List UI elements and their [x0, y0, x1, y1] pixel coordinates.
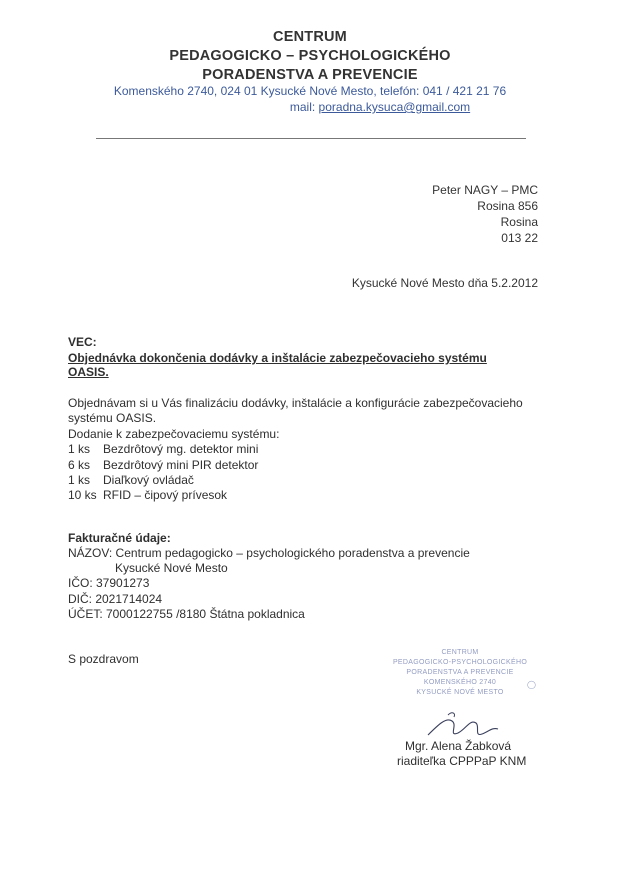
body-line-1: Objednávam si u Vás finalizáciu dodávky, inštalácie a konfigurácie zabezpečovacieho: [68, 396, 523, 410]
stamp-line-5: KYSUCKÉ NOVÉ MESTO: [416, 689, 504, 696]
stamp-line-4: KOMENSKÉHO 2740: [423, 679, 497, 686]
item-qty: 1 ks: [68, 473, 91, 487]
billing-heading: Fakturačné údaje:: [68, 531, 171, 545]
letterhead-line-1: CENTRUM: [273, 29, 347, 45]
subject-line-1: Objednávka dokončenia dodávky a inštalácie zabezpečovacieho systému: [68, 351, 487, 365]
item-qty: 1 ks: [68, 442, 91, 456]
billing-name-line-1: NÁZOV: Centrum pedagogicko – psychologického poradenstva a prevencie: [68, 546, 470, 560]
letterhead-address: Komenského 2740, 024 01 Kysucké Nové Mesto, telefón: 041 / 421 21 76: [113, 84, 507, 98]
list-item: [68, 458, 258, 472]
subject-label: VEC:: [68, 335, 97, 349]
letterhead-line-3: PORADENSTVA A PREVENCIE: [202, 67, 418, 83]
signer-role: riaditeľka CPPPaP KNM: [397, 754, 527, 768]
recipient-street: Rosina 856: [477, 199, 538, 213]
official-stamp: [380, 648, 540, 698]
item-desc: Bezdrôtový mini PIR detektor: [103, 458, 259, 472]
item-desc: Diaľkový ovládač: [103, 473, 194, 487]
item-desc: Bezdrôtový mg. detektor mini: [103, 442, 259, 456]
billing-name-line-2: Kysucké Nové Mesto: [115, 561, 228, 575]
billing-ico: IČO: 37901273: [68, 576, 150, 590]
date-line: Kysucké Nové Mesto dňa 5.2.2012: [351, 276, 538, 290]
item-desc: RFID – čipový prívesok: [103, 488, 228, 502]
list-item: [68, 442, 258, 456]
billing-account: ÚČET: 7000122755 /8180 Štátna pokladnica: [68, 607, 305, 621]
letterhead-line-2: PEDAGOGICKO – PSYCHOLOGICKÉHO: [169, 48, 451, 64]
item-qty: 6 ks: [68, 458, 91, 472]
stamp-seal-icon: ◯: [527, 680, 536, 689]
subject-line-2: OASIS.: [68, 365, 109, 379]
closing-regards: S pozdravom: [68, 652, 139, 666]
letterhead-mail: [70, 100, 620, 114]
body-line-2: systému OASIS.: [68, 411, 157, 425]
stamp-line-1: CENTRUM: [441, 649, 479, 656]
body-line-3: Dodanie k zabezpečovaciemu systému:: [68, 427, 280, 441]
billing-dic: DIČ: 2021714024: [68, 592, 163, 606]
mail-link[interactable]: poradna.kysuca@gmail.com: [318, 100, 471, 114]
recipient-town: Rosina: [500, 215, 538, 229]
header-divider: [96, 138, 526, 139]
signer-name: Mgr. Alena Žabková: [405, 739, 512, 753]
recipient-zip: 013 22: [501, 231, 538, 245]
list-item: [68, 473, 194, 487]
item-qty: 10 ks: [68, 488, 97, 502]
mail-label: mail:: [289, 100, 316, 114]
list-item: [68, 488, 227, 502]
recipient-name: Peter NAGY – PMC: [432, 183, 538, 197]
stamp-line-2: PEDAGOGICKO-PSYCHOLOGICKÉHO: [392, 659, 528, 666]
stamp-line-3: PORADENSTVA A PREVENCIE: [406, 669, 514, 676]
